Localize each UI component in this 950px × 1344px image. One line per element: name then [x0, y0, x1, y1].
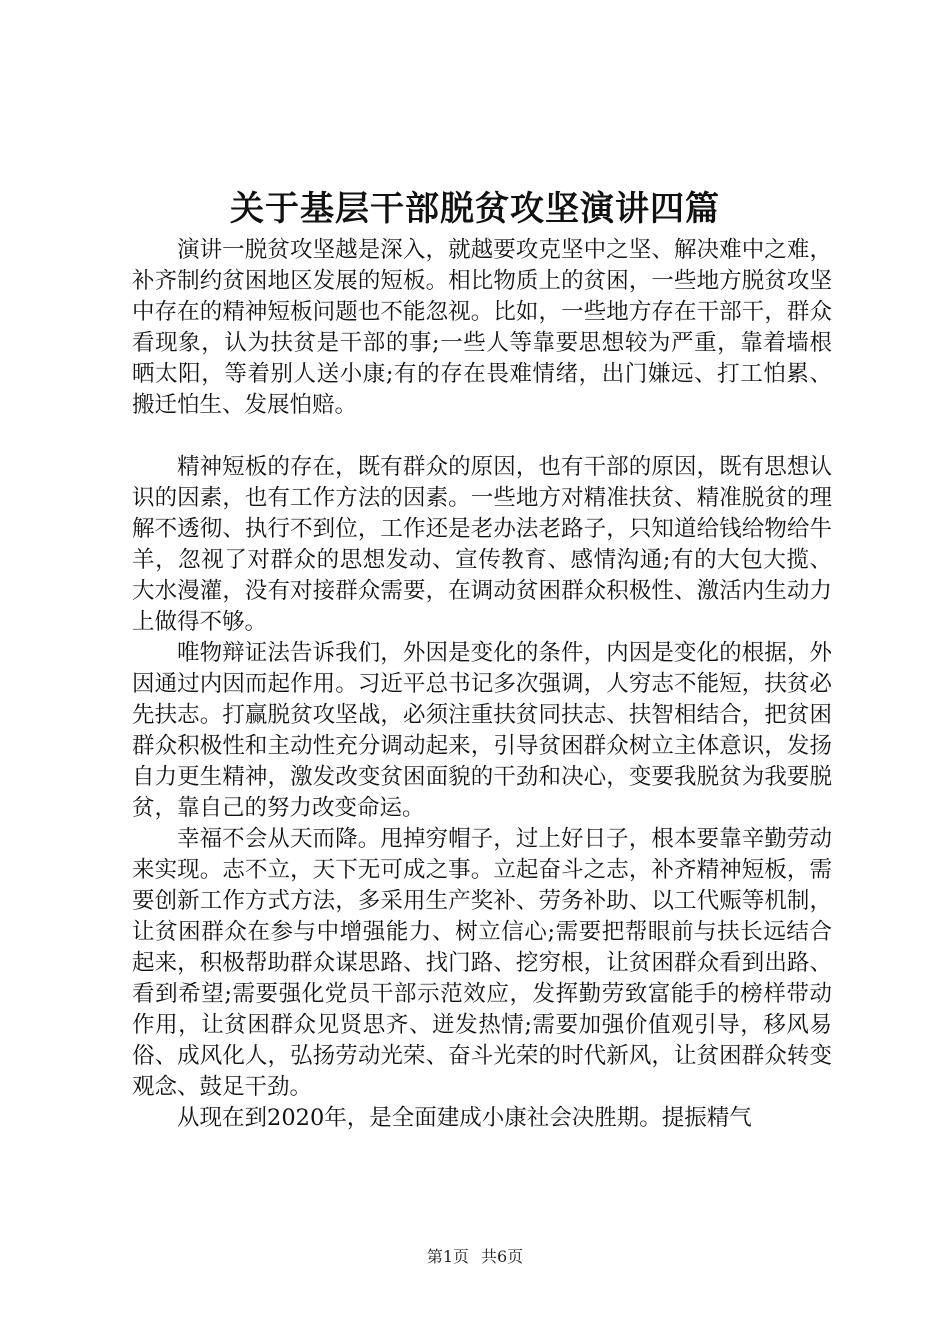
- paragraph-4: 幸福不会从天而降。甩掉穷帽子，过上好日子，根本要靠辛勤劳动来实现。志不立，天下无可成之事。立起奋斗之志，补齐精神短板，需要创新工作方式方法，多采用生产奖补、劳务补助、以工代赈等机制，让贫困群众在参与中增强能力、树立信心;需要把帮眼前与扶长远结合起来，积极帮助群众谋思路、找门路、挖穷根，让贫困群众看到出路、看到希望;需要强化党员干部示范效应，发挥勤劳致富能手的榜样带动作用，让贫困群众见贤思齐、迸发热情;需要加强价值观引导，移风易俗、成风化人，弘扬劳动光荣、奋斗光荣的时代新风，让贫困群众转变观念、鼓足干劲。: [132, 826, 832, 1100]
- page-number: 第1页: [426, 1247, 469, 1266]
- page-footer: [0, 1246, 950, 1268]
- document-title: 关于基层干部脱贫攻坚演讲四篇: [230, 189, 720, 229]
- paragraph-1: 演讲一脱贫攻坚越是深入，就越要攻克坚中之坚、解决难中之难，补齐制约贫困地区发展的短板。相比物质上的贫困，一些地方脱贫攻坚中存在的精神短板问题也不能忽视。比如，一些地方存在干部干，群众看现象，认为扶贫是干部的事;一些人等靠要思想较为严重，靠着墙根晒太阳，等着别人送小康;有的存在畏难情绪，出门嫌远、打工怕累、搬迁怕生、发展怕赔。: [132, 237, 832, 418]
- paragraph-3: 唯物辩证法告诉我们，外因是变化的条件，内因是变化的根据，外因通过内因而起作用。习近平总书记多次强调，人穷志不能短，扶贫必先扶志。打赢脱贫攻坚战，必须注重扶贫同扶志、扶智相结合，把贫困群众积极性和主动性充分调动起来，引导贫困群众树立主体意识，发扬自力更生精神，激发改变贫困面貌的干劲和决心，变要我脱贫为我要脱贫，靠自己的努力改变命运。: [132, 640, 832, 821]
- paragraph-2: 精神短板的存在，既有群众的原因，也有干部的原因，既有思想认识的因素，也有工作方法的因素。一些地方对精准扶贫、精准脱贫的理解不透彻、执行不到位，工作还是老办法老路子，只知道给钱给物给牛羊，忽视了对群众的思想发动、宣传教育、感情沟通;有的大包大揽、大水漫灌，没有对接群众需要，在调动贫困群众积极性、激活内生动力上做得不够。: [132, 454, 832, 635]
- document-body: [132, 235, 832, 1134]
- paragraph-5: 从现在到2020年，是全面建成小康社会决胜期。提振精气: [177, 1105, 752, 1131]
- page-total: 共6页: [481, 1247, 524, 1266]
